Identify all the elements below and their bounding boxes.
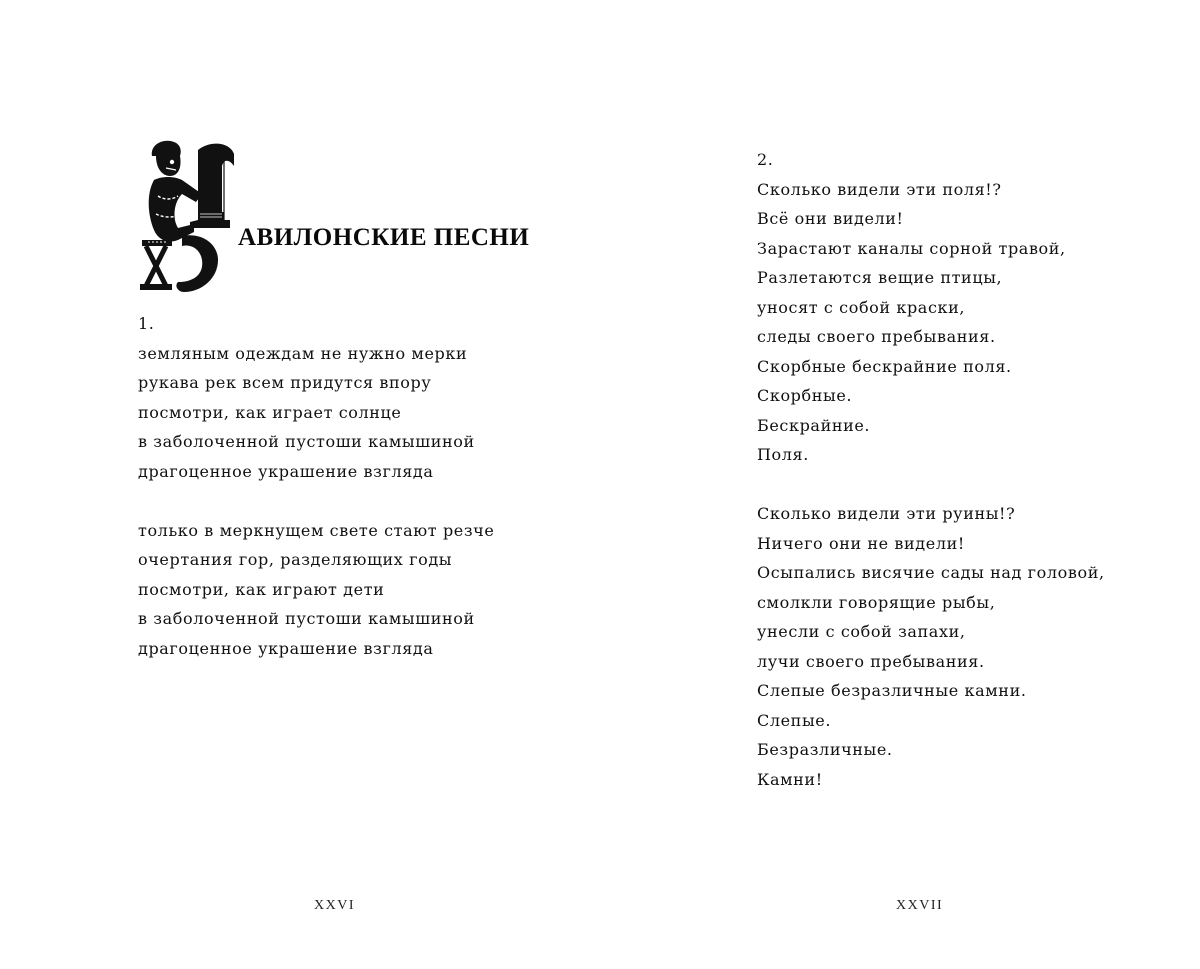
poem-line: Всё они видели! bbox=[757, 209, 904, 228]
poem-line: Слепые безразличные камни. bbox=[757, 681, 1027, 700]
poem-line: посмотри, как играют дети bbox=[138, 579, 385, 599]
stanza bbox=[757, 499, 1105, 794]
chapter-title: АВИЛОНСКИЕ ПЕСНИ bbox=[238, 224, 530, 251]
stanza-break bbox=[757, 470, 1105, 500]
poem-line: Камни! bbox=[757, 769, 823, 789]
poem-line: Скорбные бескрайние поля. bbox=[757, 356, 1012, 376]
poem-line: драгоценное украшение взгляда bbox=[138, 461, 434, 481]
poem-line: Ничего они не видели! bbox=[757, 533, 965, 553]
page-number: XXVII bbox=[896, 898, 944, 913]
poem-section-2 bbox=[757, 145, 1105, 794]
harpist-letter-v-icon bbox=[138, 136, 238, 296]
page-number: XXVI bbox=[314, 898, 355, 913]
poem-line: Скорбные. bbox=[757, 386, 853, 405]
poem-line: земляным одеждам не нужно мерки bbox=[138, 343, 468, 363]
poem-line: драгоценное украшение взгляда bbox=[138, 638, 434, 658]
poem-line: лучи своего пребывания. bbox=[757, 651, 985, 671]
poem-line: только в меркнущем свете стают резче bbox=[138, 520, 495, 540]
stanza-break bbox=[138, 486, 494, 516]
poem-line: Безразличные. bbox=[757, 740, 893, 759]
poem-line: Зарастают каналы сорной травой, bbox=[757, 238, 1066, 258]
poem-line: Бескрайние. bbox=[757, 415, 871, 435]
poem-section-1 bbox=[138, 309, 494, 663]
section-number: 1. bbox=[138, 314, 155, 333]
poem-line: Сколько видели эти руины!? bbox=[757, 504, 1016, 523]
right-page bbox=[600, 0, 1200, 969]
poem-line: Разлетаются вещие птицы, bbox=[757, 268, 1003, 287]
chapter-heading bbox=[138, 136, 558, 298]
poem-line: следы своего пребывания. bbox=[757, 327, 996, 346]
poem-line: Сколько видели эти поля!? bbox=[757, 179, 1002, 199]
stanza bbox=[757, 175, 1105, 470]
poem-line: Поля. bbox=[757, 445, 809, 464]
poem-line: унесли с собой запахи, bbox=[757, 622, 966, 641]
poem-line: Слепые. bbox=[757, 710, 832, 730]
poem-line: Осыпались висячие сады над головой, bbox=[757, 563, 1105, 582]
poem-line: очертания гор, разделяющих годы bbox=[138, 550, 453, 569]
poem-line: в заболоченной пустоши камышиной bbox=[138, 432, 475, 451]
poem-line: рукава рек всем придутся впору bbox=[138, 373, 432, 392]
section-number: 2. bbox=[757, 150, 774, 169]
stanza bbox=[138, 339, 494, 487]
poem-line: в заболоченной пустоши камышиной bbox=[138, 609, 475, 628]
poem-line: уносят с собой краски, bbox=[757, 297, 966, 317]
stanza bbox=[138, 516, 494, 664]
poem-line: посмотри, как играет солнце bbox=[138, 402, 402, 422]
poem-line: смолкли говорящие рыбы, bbox=[757, 592, 996, 612]
